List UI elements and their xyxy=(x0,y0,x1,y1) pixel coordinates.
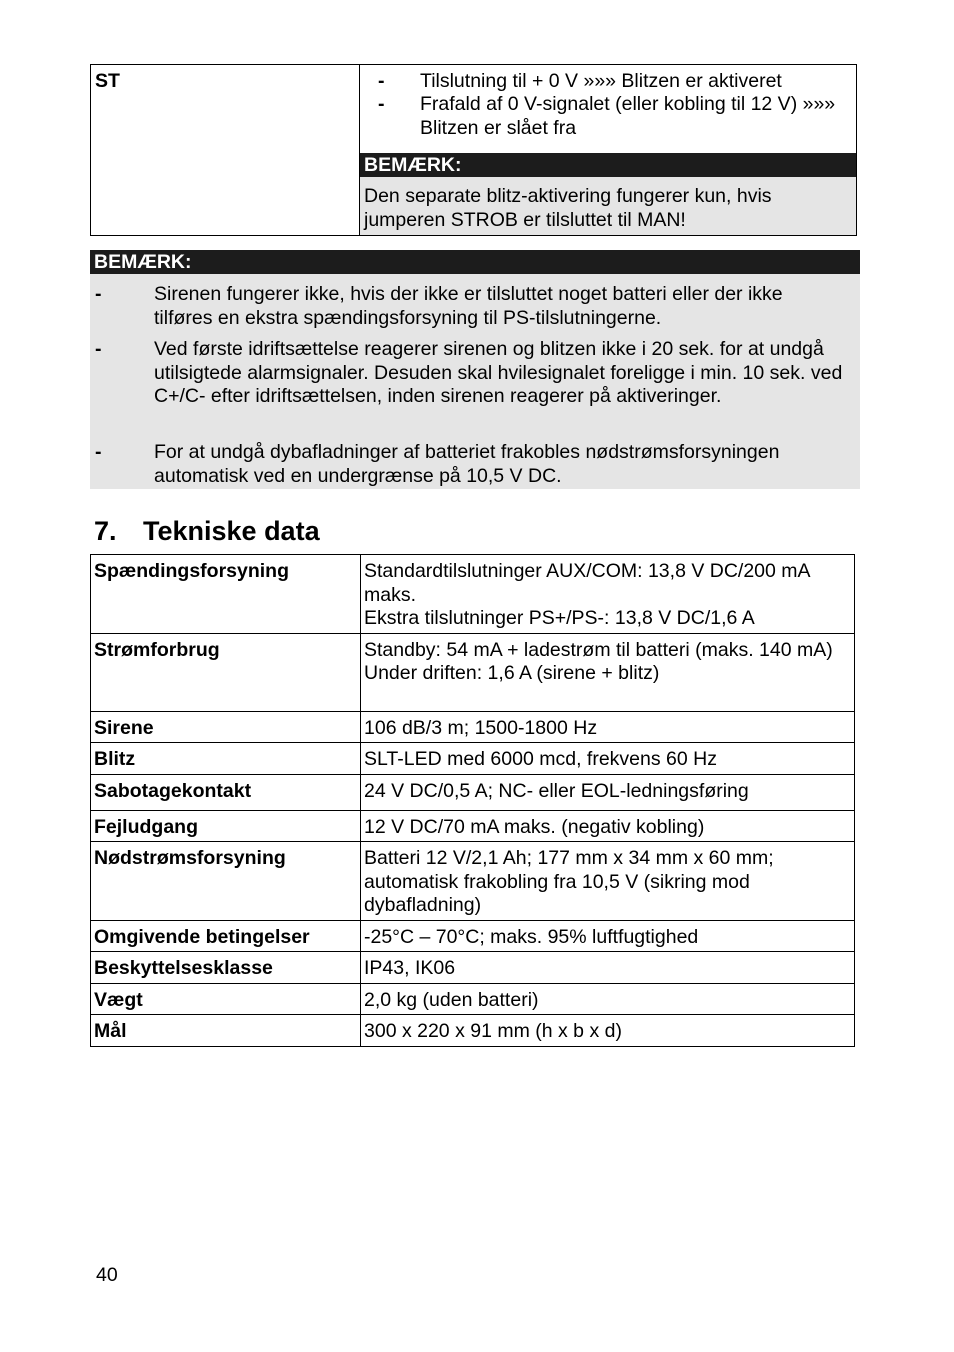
spec-row xyxy=(91,774,855,810)
spec-value xyxy=(361,920,855,952)
bullet-dash: - xyxy=(378,93,385,115)
note-dash: - xyxy=(95,283,102,305)
st-label-cell xyxy=(91,65,360,235)
spec-key: Sirene xyxy=(91,711,361,743)
spec-value xyxy=(361,810,855,842)
section-number: 7. xyxy=(94,516,117,546)
note-dash: - xyxy=(95,338,102,360)
note-heading: BEMÆRK: xyxy=(90,250,860,274)
spec-value xyxy=(361,983,855,1015)
spec-key: Beskyttelsesklasse xyxy=(91,952,361,984)
st-note-heading: BEMÆRK: xyxy=(360,153,856,177)
st-note-text: Den separate blitz-aktivering fungerer kun, hvis jumperen STROB er tilsluttet til MAN! xyxy=(360,177,856,235)
note-text: Sirenen fungerer ikke, hvis der ikke er tilsluttet noget batteri eller der ikke tilføres en ekstra spændingsforsyning til PS-tilslutningerne. xyxy=(154,283,783,329)
spec-row xyxy=(91,555,855,634)
spec-row xyxy=(91,810,855,842)
spec-value-line: 2,0 kg (uden batteri) xyxy=(364,988,539,1011)
spec-row xyxy=(91,743,855,775)
spec-key: Spændingsforsyning xyxy=(91,555,361,634)
spec-value xyxy=(361,633,855,711)
section-heading xyxy=(94,514,320,548)
note-body xyxy=(90,274,860,489)
spec-key: Blitz xyxy=(91,743,361,775)
spec-key: Omgivende betingelser xyxy=(91,920,361,952)
spec-value-line: 300 x 220 x 91 mm (h x b x d) xyxy=(364,1020,622,1042)
spec-key: Vægt xyxy=(91,983,361,1015)
st-description-cell xyxy=(360,65,856,235)
spec-value-line: IP43, IK06 xyxy=(364,957,456,979)
spec-value xyxy=(361,711,855,743)
spec-value-line: Standardtilslutninger AUX/COM: 13,8 V DC/200 mA maks. xyxy=(364,560,810,606)
spec-key: Mål xyxy=(91,1015,361,1047)
note-dash: - xyxy=(95,441,102,463)
spec-value-line: 12 V DC/70 mA maks. (negativ kobling) xyxy=(364,815,705,838)
st-label: ST xyxy=(95,70,120,92)
spec-value-line: Ekstra tilslutninger PS+/PS-: 13,8 V DC/1,6 A xyxy=(364,607,755,629)
bullet-text: Tilslutning til + 0 V »»» Blitzen er aktiveret xyxy=(420,70,782,92)
bullet-dash: - xyxy=(378,70,385,92)
spec-value xyxy=(361,1015,855,1047)
spec-value-line: Under driften: 1,6 A (sirene + blitz) xyxy=(364,662,660,684)
spec-row xyxy=(91,842,855,921)
bullet-text: Frafald af 0 V-signalet (eller kobling til 12 V) »»» Blitzen er slået fra xyxy=(420,93,836,139)
spec-row xyxy=(91,1015,855,1047)
spec-value-line: Standby: 54 mA + ladestrøm til batteri (maks. 140 mA) xyxy=(364,638,833,661)
spec-row xyxy=(91,633,855,711)
note-text: Ved første idriftsættelse reagerer sirenen og blitzen ikke i 20 sek. for at undgå utilsigtede alarmsignaler. Desuden skal hvilesignalet foreligge i min. 10 sek. ved C+/C- efter idriftsættelsen, inden sirenen reagerer på aktiveringer. xyxy=(154,338,843,407)
spec-row xyxy=(91,983,855,1015)
note-text: For at undgå dybafladninger af batteriet frakobles nødstrømsforsyningen automatisk ved en undergrænse på 10,5 V DC. xyxy=(154,441,780,487)
spec-value xyxy=(361,774,855,810)
spec-key: Fejludgang xyxy=(91,810,361,842)
spec-value-line: 106 dB/3 m; 1500-1800 Hz xyxy=(364,716,598,739)
page-number: 40 xyxy=(96,1264,118,1286)
spec-row xyxy=(91,920,855,952)
spec-value xyxy=(361,743,855,775)
st-table xyxy=(90,64,857,236)
spec-key: Sabotagekontakt xyxy=(91,774,361,810)
spec-value xyxy=(361,842,855,921)
spec-value-line: SLT-LED med 6000 mcd, frekvens 60 Hz xyxy=(364,748,717,770)
spec-value xyxy=(361,555,855,634)
section-title: Tekniske data xyxy=(143,516,320,546)
spec-value-line: 24 V DC/0,5 A; NC- eller EOL-ledningsføring xyxy=(364,779,749,802)
spec-key: Nødstrømsforsyning xyxy=(91,842,361,921)
spec-value-line: Batteri 12 V/2,1 Ah; 177 mm x 34 mm x 60 mm; automatisk frakobling fra 10,5 V (sikring mod dybafladning) xyxy=(364,847,774,916)
spec-value-line: -25°C – 70°C; maks. 95% luftfugtighed xyxy=(364,925,699,948)
spec-value xyxy=(361,952,855,984)
spec-key: Strømforbrug xyxy=(91,633,361,711)
spec-row xyxy=(91,711,855,743)
tech-data-table xyxy=(90,554,855,1047)
spec-row xyxy=(91,952,855,984)
